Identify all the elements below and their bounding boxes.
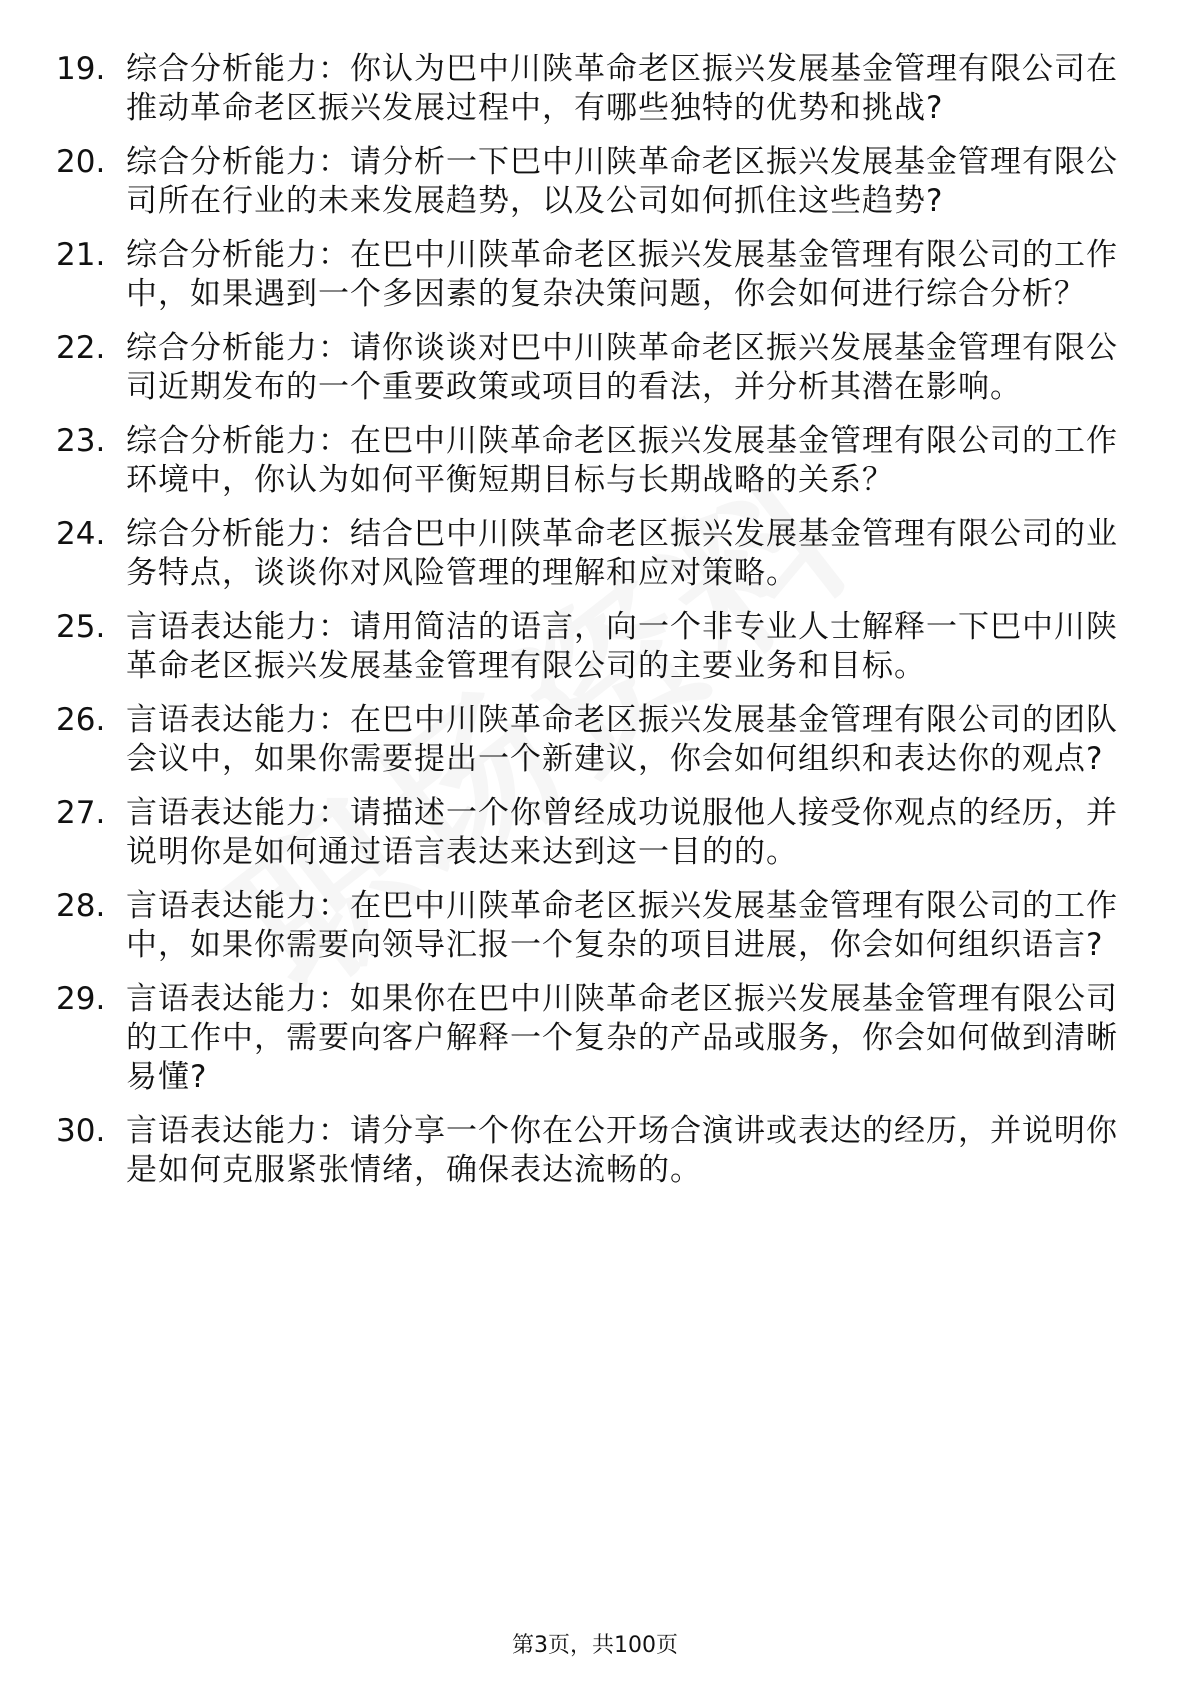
question-number: 20.: [56, 144, 106, 180]
question-text: 综合分析能力：在巴中川陕革命老区振兴发展基金管理有限公司的工作环境中，你认为如何平衡短期目标与长期战略的关系？: [126, 423, 1118, 498]
question-number: 26.: [56, 702, 106, 738]
question-item: [56, 50, 1126, 128]
question-text: 言语表达能力：请描述一个你曾经成功说服他人接受你观点的经历，并说明你是如何通过语言表达来达到这一目的的。: [126, 795, 1118, 870]
question-item: [56, 1112, 1126, 1190]
question-text: 言语表达能力：在巴中川陕革命老区振兴发展基金管理有限公司的团队会议中，如果你需要提出一个新建议，你会如何组织和表达你的观点?: [126, 702, 1118, 777]
question-number: 27.: [56, 795, 106, 831]
question-number: 24.: [56, 516, 106, 552]
question-text: 言语表达能力：在巴中川陕革命老区振兴发展基金管理有限公司的工作中，如果你需要向领导汇报一个复杂的项目进展，你会如何组织语言?: [126, 888, 1118, 963]
question-item: [56, 701, 1126, 779]
question-item: [56, 236, 1126, 314]
question-item: [56, 515, 1126, 593]
question-number: 19.: [56, 51, 106, 87]
question-text: 言语表达能力：如果你在巴中川陕革命老区振兴发展基金管理有限公司的工作中，需要向客户解释一个复杂的产品或服务，你会如何做到清晰易懂?: [126, 981, 1118, 1095]
question-number: 21.: [56, 237, 106, 273]
question-number: 22.: [56, 330, 106, 366]
question-item: [56, 887, 1126, 965]
question-item: [56, 143, 1126, 221]
question-text: 综合分析能力：你认为巴中川陕革命老区振兴发展基金管理有限公司在推动革命老区振兴发展过程中，有哪些独特的优势和挑战?: [126, 51, 1118, 126]
question-item: [56, 608, 1126, 686]
question-item: [56, 329, 1126, 407]
question-text: 综合分析能力：结合巴中川陕革命老区振兴发展基金管理有限公司的业务特点，谈谈你对风险管理的理解和应对策略。: [126, 516, 1118, 591]
question-text: 综合分析能力：在巴中川陕革命老区振兴发展基金管理有限公司的工作中，如果遇到一个多因素的复杂决策问题，你会如何进行综合分析？: [126, 237, 1118, 312]
question-item: [56, 422, 1126, 500]
question-number: 23.: [56, 423, 106, 459]
question-number: 30.: [56, 1113, 106, 1149]
question-number: 29.: [56, 981, 106, 1017]
question-text: 言语表达能力：请用简洁的语言，向一个非专业人士解释一下巴中川陕革命老区振兴发展基金管理有限公司的主要业务和目标。: [126, 609, 1118, 684]
question-list: [56, 50, 1126, 1205]
question-item: [56, 980, 1126, 1097]
question-number: 25.: [56, 609, 106, 645]
question-item: [56, 794, 1126, 872]
question-text: 综合分析能力：请分析一下巴中川陕革命老区振兴发展基金管理有限公司所在行业的未来发展趋势，以及公司如何抓住这些趋势?: [126, 144, 1118, 219]
page-number-label: 第3页，共100页: [512, 1633, 678, 1658]
question-number: 28.: [56, 888, 106, 924]
page-footer: [0, 1632, 1190, 1660]
question-text: 综合分析能力：请你谈谈对巴中川陕革命老区振兴发展基金管理有限公司近期发布的一个重要政策或项目的看法，并分析其潜在影响。: [126, 330, 1118, 405]
question-text: 言语表达能力：请分享一个你在公开场合演讲或表达的经历，并说明你是如何克服紧张情绪，确保表达流畅的。: [126, 1113, 1118, 1188]
